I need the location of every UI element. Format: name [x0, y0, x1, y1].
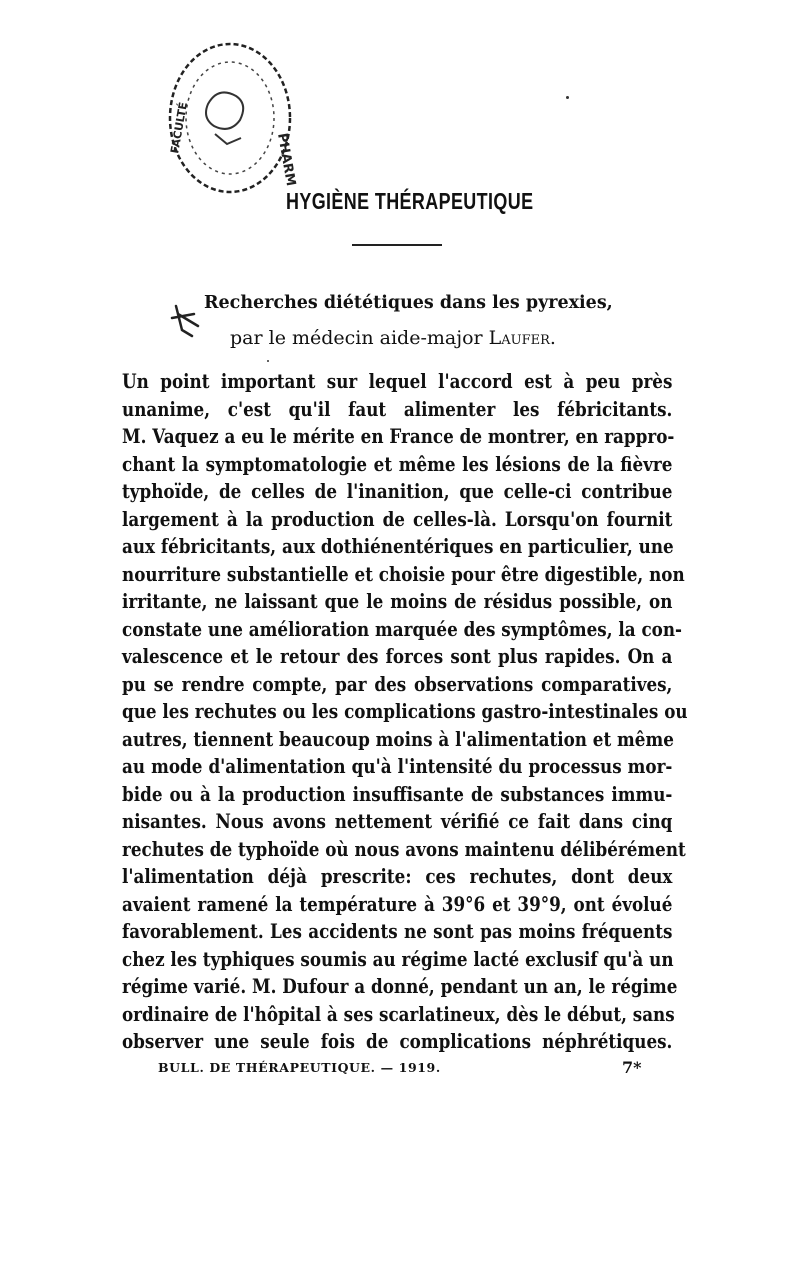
byline-prefix: par le médecin aide-major: [230, 327, 489, 349]
svg-text:FACULTÉ: FACULTÉ: [168, 101, 190, 155]
body-line: bide ou à la production insuffisante de substances immu-: [122, 782, 673, 806]
body-paragraph: [122, 368, 688, 1056]
section-title: HYGIÈNE THÉRAPEUTIQUE: [286, 188, 534, 214]
body-line: typhoïde, de celles de l'inanition, que celle-ci contribue: [122, 480, 673, 503]
handwritten-mark: [168, 300, 208, 342]
library-stamp: [160, 34, 302, 204]
byline-author: Laufer.: [488, 327, 556, 349]
article-byline: [230, 327, 556, 349]
body-line: nourriture substantielle et choisie pour être digestible, non: [122, 562, 685, 586]
body-line: nisantes. Nous avons nettement vérifié ce fait dans cinq: [122, 810, 673, 833]
svg-text:PHARM: PHARM: [274, 132, 299, 188]
print-speck: [566, 96, 569, 99]
body-line: avaient ramené la température à 39°6 et 39°9, ont évolué: [122, 892, 673, 916]
title-divider: [352, 244, 442, 246]
print-speck: [267, 360, 269, 362]
body-line: valescence et le retour des forces sont plus rapides. On a: [122, 645, 673, 668]
footer-journal: BULL. DE THÉRAPEUTIQUE. — 1919.: [158, 1060, 441, 1075]
body-line: autres, tiennent beaucoup moins à l'alimentation et même: [122, 727, 674, 751]
article-title: Recherches diététiques dans les pyrexies,: [204, 293, 613, 313]
body-line: chant la symptomatologie et même les lésions de la fièvre: [122, 452, 673, 476]
body-line: M. Vaquez a eu le mérite en France de montrer, en rappro-: [122, 425, 675, 448]
body-line: pu se rendre compte, par des observations comparatives,: [122, 672, 673, 696]
body-line: aux fébricitants, aux dothiénentériques en particulier, une: [122, 535, 674, 558]
footer-signature: 7*: [622, 1058, 642, 1077]
body-line: largement à la production de celles-là. Lorsqu'on fournit: [122, 507, 673, 531]
body-line: observer une seule fois de complications néphrétiques.: [122, 1030, 673, 1053]
body-line: ordinaire de l'hôpital à ses scarlatineux, dès le début, sans: [122, 1002, 675, 1026]
body-line: que les rechutes ou les complications gastro-intestinales ou: [122, 700, 688, 723]
body-line: au mode d'alimentation qu'à l'intensité du processus mor-: [122, 755, 673, 778]
body-line: unanime, c'est qu'il faut alimenter les fébricitants.: [122, 397, 673, 421]
body-line: irritante, ne laissant que le moins de résidus possible, on: [122, 590, 673, 613]
body-line: chez les typhiques soumis au régime lacté exclusif qu'à un: [122, 947, 674, 971]
body-line: régime varié. M. Dufour a donné, pendant un an, le régime: [122, 975, 678, 998]
body-line: rechutes de typhoïde où nous avons maintenu délibérément: [122, 837, 686, 861]
body-line: constate une amélioration marquée des symptômes, la con-: [122, 617, 682, 641]
body-line: l'alimentation déjà prescrite: ces rechutes, dont deux: [122, 865, 673, 888]
body-line: Un point important sur lequel l'accord est à peu près: [122, 370, 673, 393]
body-line: favorablement. Les accidents ne sont pas moins fréquents: [122, 920, 673, 943]
